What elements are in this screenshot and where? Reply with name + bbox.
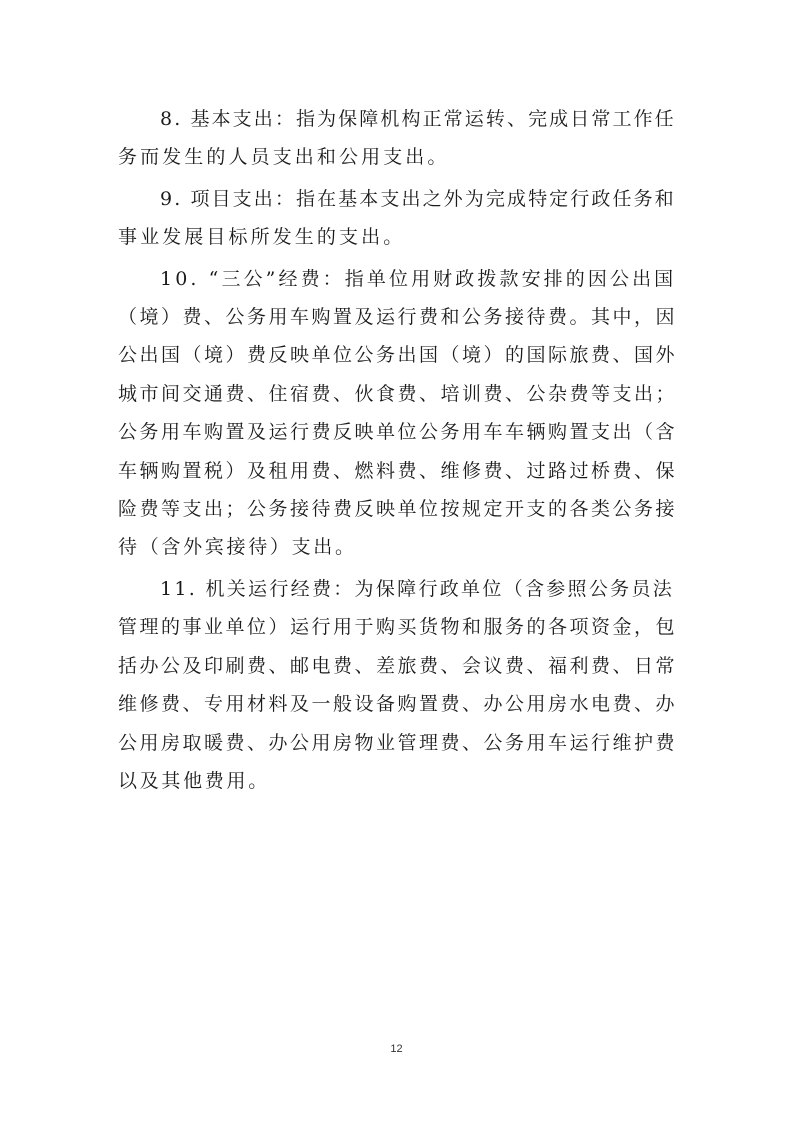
text-line: 公用房取暖费、办公用房物业管理费、公务用车运行维护费 [118,731,678,754]
text-line: 括办公及印刷费、邮电费、差旅费、会议费、福利费、日常 [118,654,678,677]
text-line: 待（含外宾接待）支出。 [118,536,357,559]
text-line: 险费等支出；公务接待费反映单位按规定开支的各类公务接 [118,498,678,521]
text-line: 公出国（境）费反映单位公务出国（境）的国际旅费、国外 [118,344,678,367]
text-line: 管理的事业单位）运行用于购买货物和服务的各项资金，包 [118,616,678,639]
text-line: 11. 机关运行经费：为保障行政单位（含参照公务员法 [160,577,675,600]
text-line: 以及其他费用。 [118,769,270,792]
text-line: 事业发展目标所发生的支出。 [118,226,406,249]
text-line: （境）费、公务用车购置及运行费和公务接待费。其中，因 [118,306,678,329]
text-line: 9. 项目支出：指在基本支出之外为完成特定行政任务和 [160,187,676,210]
text-line: 城市间交通费、住宿费、伙食费、培训费、公杂费等支出； [118,382,678,405]
paragraph-project-expenditure [118,180,678,257]
document-body [118,100,678,800]
text-line: 维修费、专用材料及一般设备购置费、办公用房水电费、办 [118,693,678,716]
text-line: 8. 基本支出：指为保障机构正常运转、完成日常工作任 [160,108,676,130]
paragraph-operating-expenses [118,570,678,800]
paragraph-basic-expenditure [118,100,678,177]
text-line: 车辆购置税）及租用费、燃料费、维修费、过路过桥费、保 [118,459,678,482]
text-line: 务而发生的人员支出和公用支出。 [118,146,450,169]
page-number: 12 [390,1043,403,1055]
paragraph-three-public-expenses [118,260,678,567]
text-line: 10. “三公”经费：指单位用财政拨款安排的因公出国 [160,267,677,290]
text-line: 公务用车购置及运行费反映单位公务用车车辆购置支出（含 [118,421,678,444]
